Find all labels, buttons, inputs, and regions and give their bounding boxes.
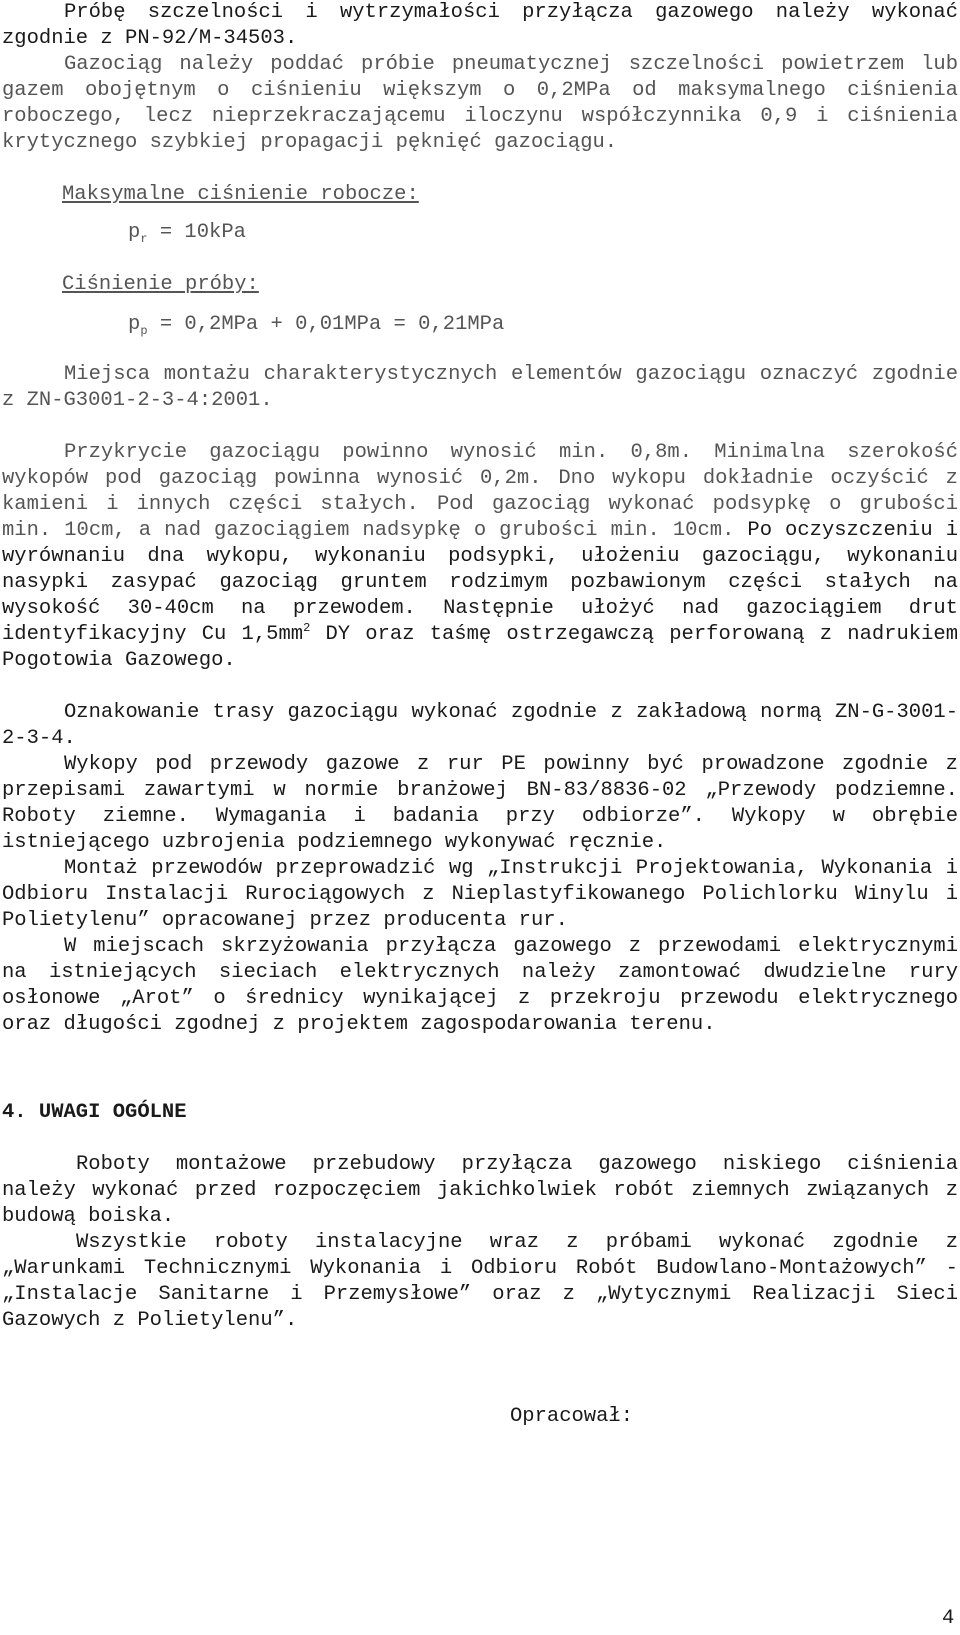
paragraph-text-part-b: Po oczyszczeniu i wyrównaniu dna wykopu, wykonaniu podsypki, ułożeniu gazociągu, wykonaniu nasypki zasypać gazociąg gruntem rodzimym pozbawionym części stałych na wysokość 30-40cm na przewodem. Następnie ułożyć nad gazociągiem drut identyfikacyjny Cu 1,5mm: [2, 519, 958, 646]
paragraph-pressure-test-standard: [2, 0, 958, 52]
paragraph-assembly-order: [2, 1152, 958, 1230]
label-max-pressure: [62, 182, 662, 208]
credit-text: Opracował:: [510, 1405, 634, 1428]
prepared-by-label: [510, 1404, 633, 1430]
paragraph-trench-and-cover: [2, 440, 958, 674]
paragraph-text: Oznakowanie trasy gazociągu wykonać zgodnie z zakładową normą ZN-G-3001-2-3-4.: [2, 701, 958, 750]
formula-subscript: p: [140, 324, 148, 339]
formula-symbol: p: [128, 313, 141, 336]
paragraph-text: W miejscach skrzyżowania przyłącza gazowego z przewodami elektrycznymi na istniejących sieciach elektrycznych należy zamontować dwudzielne rury osłonowe „Arot” o średnicy wynikającej z przekroju przewodu elektrycznego oraz długości zgodnej z projektem zagospodarowania terenu.: [2, 935, 958, 1036]
section-heading-general-remarks: [2, 1100, 958, 1126]
page-number-text: 4: [942, 1607, 955, 1630]
paragraph-text: Wykopy pod przewody gazowe z rur PE powinny być prowadzone zgodnie z przepisami zawartymi w normie branżowej BN-83/8836-02 „Przewody podziemne. Roboty ziemne. Wymagania i badania przy odbiorze”. Wykopy w obrębie istniejącego uzbrojenia podziemnego wykonywać ręcznie.: [2, 753, 958, 854]
paragraph-excavations: [2, 752, 958, 856]
paragraph-text: Miejsca montażu charakterystycznych elementów gazociągu oznaczyć zgodnie z ZN-G3001-2-3-4:2001.: [2, 363, 958, 412]
paragraph-text: Próbę szczelności i wytrzymałości przyłącza gazowego należy wykonać zgodnie z PN-92/M-34503.: [2, 1, 958, 50]
formula-working-pressure: [128, 220, 246, 246]
paragraph-electrical-crossings: [2, 934, 958, 1038]
label-text: Ciśnienie próby:: [62, 273, 259, 296]
formula-subscript: r: [140, 232, 148, 247]
paragraph-text: Gazociąg należy poddać próbie pneumatycznej szczelności powietrzem lub gazem obojętnym o ciśnieniu większym o 0,2MPa od maksymalnego ciśnienia roboczego, lecz nieprzekraczającemu iloczynu współczynnika 0,9 i ciśnienia krytycznego szybkiej propagacji pęknięć gazociągu.: [2, 53, 958, 154]
superscript: 2: [303, 621, 311, 636]
paragraph-text: Wszystkie roboty instalacyjne wraz z próbami wykonać zgodnie z „Warunkami Technicznymi Wykonania i Odbioru Robót Budowlano-Montażowych” - „Instalacje Sanitarne i Przemysłowe” oraz z „Wytycznymi Realizacji Sieci Gazowych z Polietylenu”.: [2, 1231, 958, 1332]
formula-test-pressure: [128, 312, 504, 338]
paragraph-pneumatic-test: [2, 52, 958, 156]
paragraph-text: Montaż przewodów przeprowadzić wg „Instrukcji Projektowania, Wykonania i Odbioru Instalacji Rurociągowych z Nieplastyfikowanego Polichlorku Winylu i Polietylenu” opracowanej przez producenta rur.: [2, 857, 958, 932]
paragraph-mounting-marking: [2, 362, 958, 414]
formula-expression: = 0,2MPa + 0,01MPa = 0,21MPa: [147, 313, 505, 336]
formula-symbol: p: [128, 221, 141, 244]
label-test-pressure: [62, 272, 662, 298]
page-number: [942, 1606, 954, 1632]
paragraph-route-marking: [2, 700, 958, 752]
heading-text: 4. UWAGI OGÓLNE: [2, 1101, 187, 1124]
formula-expression: = 10kPa: [147, 221, 246, 244]
paragraph-text: Roboty montażowe przebudowy przyłącza gazowego niskiego ciśnienia należy wykonać przed rozpoczęciem jakichkolwiek robót ziemnych związanych z budową boiska.: [2, 1153, 958, 1228]
paragraph-pipe-installation: [2, 856, 958, 934]
paragraph-text-part-c: DY oraz taśmę ostrzegawczą perforowaną z nadrukiem Pogotowia Gazowego.: [2, 623, 958, 672]
label-text: Maksymalne ciśnienie robocze:: [62, 183, 419, 206]
paragraph-text-part-a: Przykrycie gazociągu powinno wynosić min. 0,8m. Minimalna szerokość wykopów pod gazociąg powinna wynosić 0,2m. Dno wykopu dokładnie oczyścić z kamieni i innych części stałych. Pod gazociąg wykonać podsypkę o grubości min. 10cm, a nad gazociągiem nadsypkę o grubości min. 10cm.: [2, 441, 958, 542]
paragraph-installation-standards: [2, 1230, 958, 1334]
